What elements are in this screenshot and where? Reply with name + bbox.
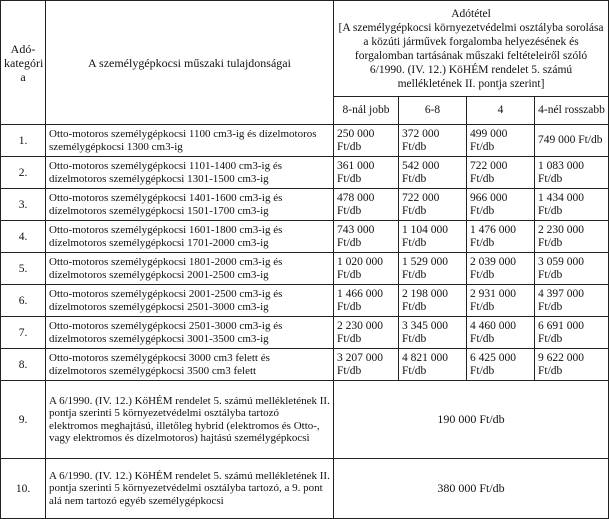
table-row [1,317,609,349]
table-row [1,189,609,221]
category-number: 9. [1,381,46,459]
category-number: 10. [1,459,46,519]
tax-value-merged: 190 000 Ft/db [334,381,609,459]
vehicle-description: Otto-motoros személygépkocsi 3000 cm3 felett és dízelmotoros személygépkocsi 3500 cm3 felett [46,349,334,381]
category-number: 8. [1,349,46,381]
tax-value: 478 000 Ft/db [334,189,399,221]
tax-value: 1 104 000 Ft/db [399,221,467,253]
tax-value: 3 345 000 Ft/db [399,317,467,349]
header-col-better-than-8: 8-nál jobb [334,97,399,125]
table-row [1,253,609,285]
tax-value: 2 198 000 Ft/db [399,285,467,317]
tax-value: 1 529 000 Ft/db [399,253,467,285]
vehicle-description: Otto-motoros személygépkocsi 1401-1600 cm3-ig és dízelmotoros személygépkocsi 1501-1700 cm3-ig [46,189,334,221]
vehicle-description: Otto-motoros személygépkocsi 2501-3000 cm3-ig és dízelmotoros személygépkocsi 3001-3500 cm3-ig [46,317,334,349]
tax-value: 4 460 000 Ft/db [467,317,535,349]
tax-value: 6 425 000 Ft/db [467,349,535,381]
tax-value: 743 000 Ft/db [334,221,399,253]
header-category: Adó-kategóri a [1,1,46,125]
header-rate-description: [A személygépkocsi környezetvédelmi osztályba sorolása a közúti járművek forgalomba helyezésének és forgalomban tartásának műszaki feltételeiről szóló 6/1990. (IV. 12.) KöHÉM rendelet 5. számú mellékletének II. pontja szerint] [338,21,604,90]
tax-value: 9 622 000 Ft/db [535,349,609,381]
tax-value: 2 230 000 Ft/db [535,221,609,253]
tax-value: 1 083 000 Ft/db [535,157,609,189]
category-number: 5. [1,253,46,285]
category-number: 4. [1,221,46,253]
tax-value-merged: 380 000 Ft/db [334,459,609,519]
vehicle-description: Otto-motoros személygépkocsi 1601-1800 cm3-ig és dízelmotoros személygépkocsi 1701-2000 cm3-ig [46,221,334,253]
tax-value: 1 020 000 Ft/db [334,253,399,285]
vehicle-description: A 6/1990. (IV. 12.) KöHÉM rendelet 5. számú mellékletének II. pontja szerinti 5 környezetvédelmi osztályba tartozó elektromos meghajtású, illetőleg hybrid (elektromos és Otto-, vagy elektromos és dízelmotoros) hajtású személygépkocsi [46,381,334,459]
vehicle-description: Otto-motoros személygépkocsi 1101-1400 cm3-ig és dízelmotoros személygépkocsi 1301-1500 cm3-ig [46,157,334,189]
header-properties: A személygépkocsi műszaki tulajdonságai [46,1,334,125]
tax-value: 2 931 000 Ft/db [467,285,535,317]
tax-value: 722 000 Ft/db [399,189,467,221]
vehicle-description: A 6/1990. (IV. 12.) KöHÉM rendelet 5. számú mellékletének II. pontja szerinti 5 környezetvédelmi osztályba tartozó, a 9. pont alá nem tartozó egyéb személygépkocsi [46,459,334,519]
category-number: 1. [1,125,46,157]
table-row [1,349,609,381]
tax-value: 1 476 000 Ft/db [467,221,535,253]
table-row [1,221,609,253]
header-rate-title: Adótétel [451,7,491,20]
tax-value: 250 000 Ft/db [334,125,399,157]
table-row [1,381,609,459]
tax-value: 361 000 Ft/db [334,157,399,189]
vehicle-description: Otto-motoros személygépkocsi 1801-2000 cm3-ig és dízelmotoros személygépkocsi 2001-2500 cm3-ig [46,253,334,285]
category-number: 6. [1,285,46,317]
tax-value: 966 000 Ft/db [467,189,535,221]
header-rate [334,1,609,97]
tax-value: 2 230 000 Ft/db [334,317,399,349]
tax-value: 542 000 Ft/db [399,157,467,189]
tax-value: 499 000 Ft/db [467,125,535,157]
tax-value: 4 397 000 Ft/db [535,285,609,317]
tax-value: 4 821 000 Ft/db [399,349,467,381]
tax-value: 6 691 000 Ft/db [535,317,609,349]
tax-value: 2 039 000 Ft/db [467,253,535,285]
table-row [1,125,609,157]
category-number: 3. [1,189,46,221]
vehicle-description: Otto-motoros személygépkocsi 2001-2500 cm3-ig és dízelmotoros személygépkocsi 2501-3000 cm3-ig [46,285,334,317]
header-col-6-8: 6-8 [399,97,467,125]
category-number: 2. [1,157,46,189]
tax-value: 1 466 000 Ft/db [334,285,399,317]
header-col-4: 4 [467,97,535,125]
header-col-worse-than-4: 4-nél rosszabb [535,97,609,125]
category-number: 7. [1,317,46,349]
table-row [1,285,609,317]
table-row [1,459,609,519]
tax-value: 722 000 Ft/db [467,157,535,189]
tax-value: 1 434 000 Ft/db [535,189,609,221]
tax-value: 3 207 000 Ft/db [334,349,399,381]
tax-value: 749 000 Ft/db [535,125,609,157]
table-row [1,157,609,189]
vehicle-description: Otto-motoros személygépkocsi 1100 cm3-ig és dízelmotoros személygépkocsi 1300 cm3-ig [46,125,334,157]
tax-value: 372 000 Ft/db [399,125,467,157]
tax-value: 3 059 000 Ft/db [535,253,609,285]
